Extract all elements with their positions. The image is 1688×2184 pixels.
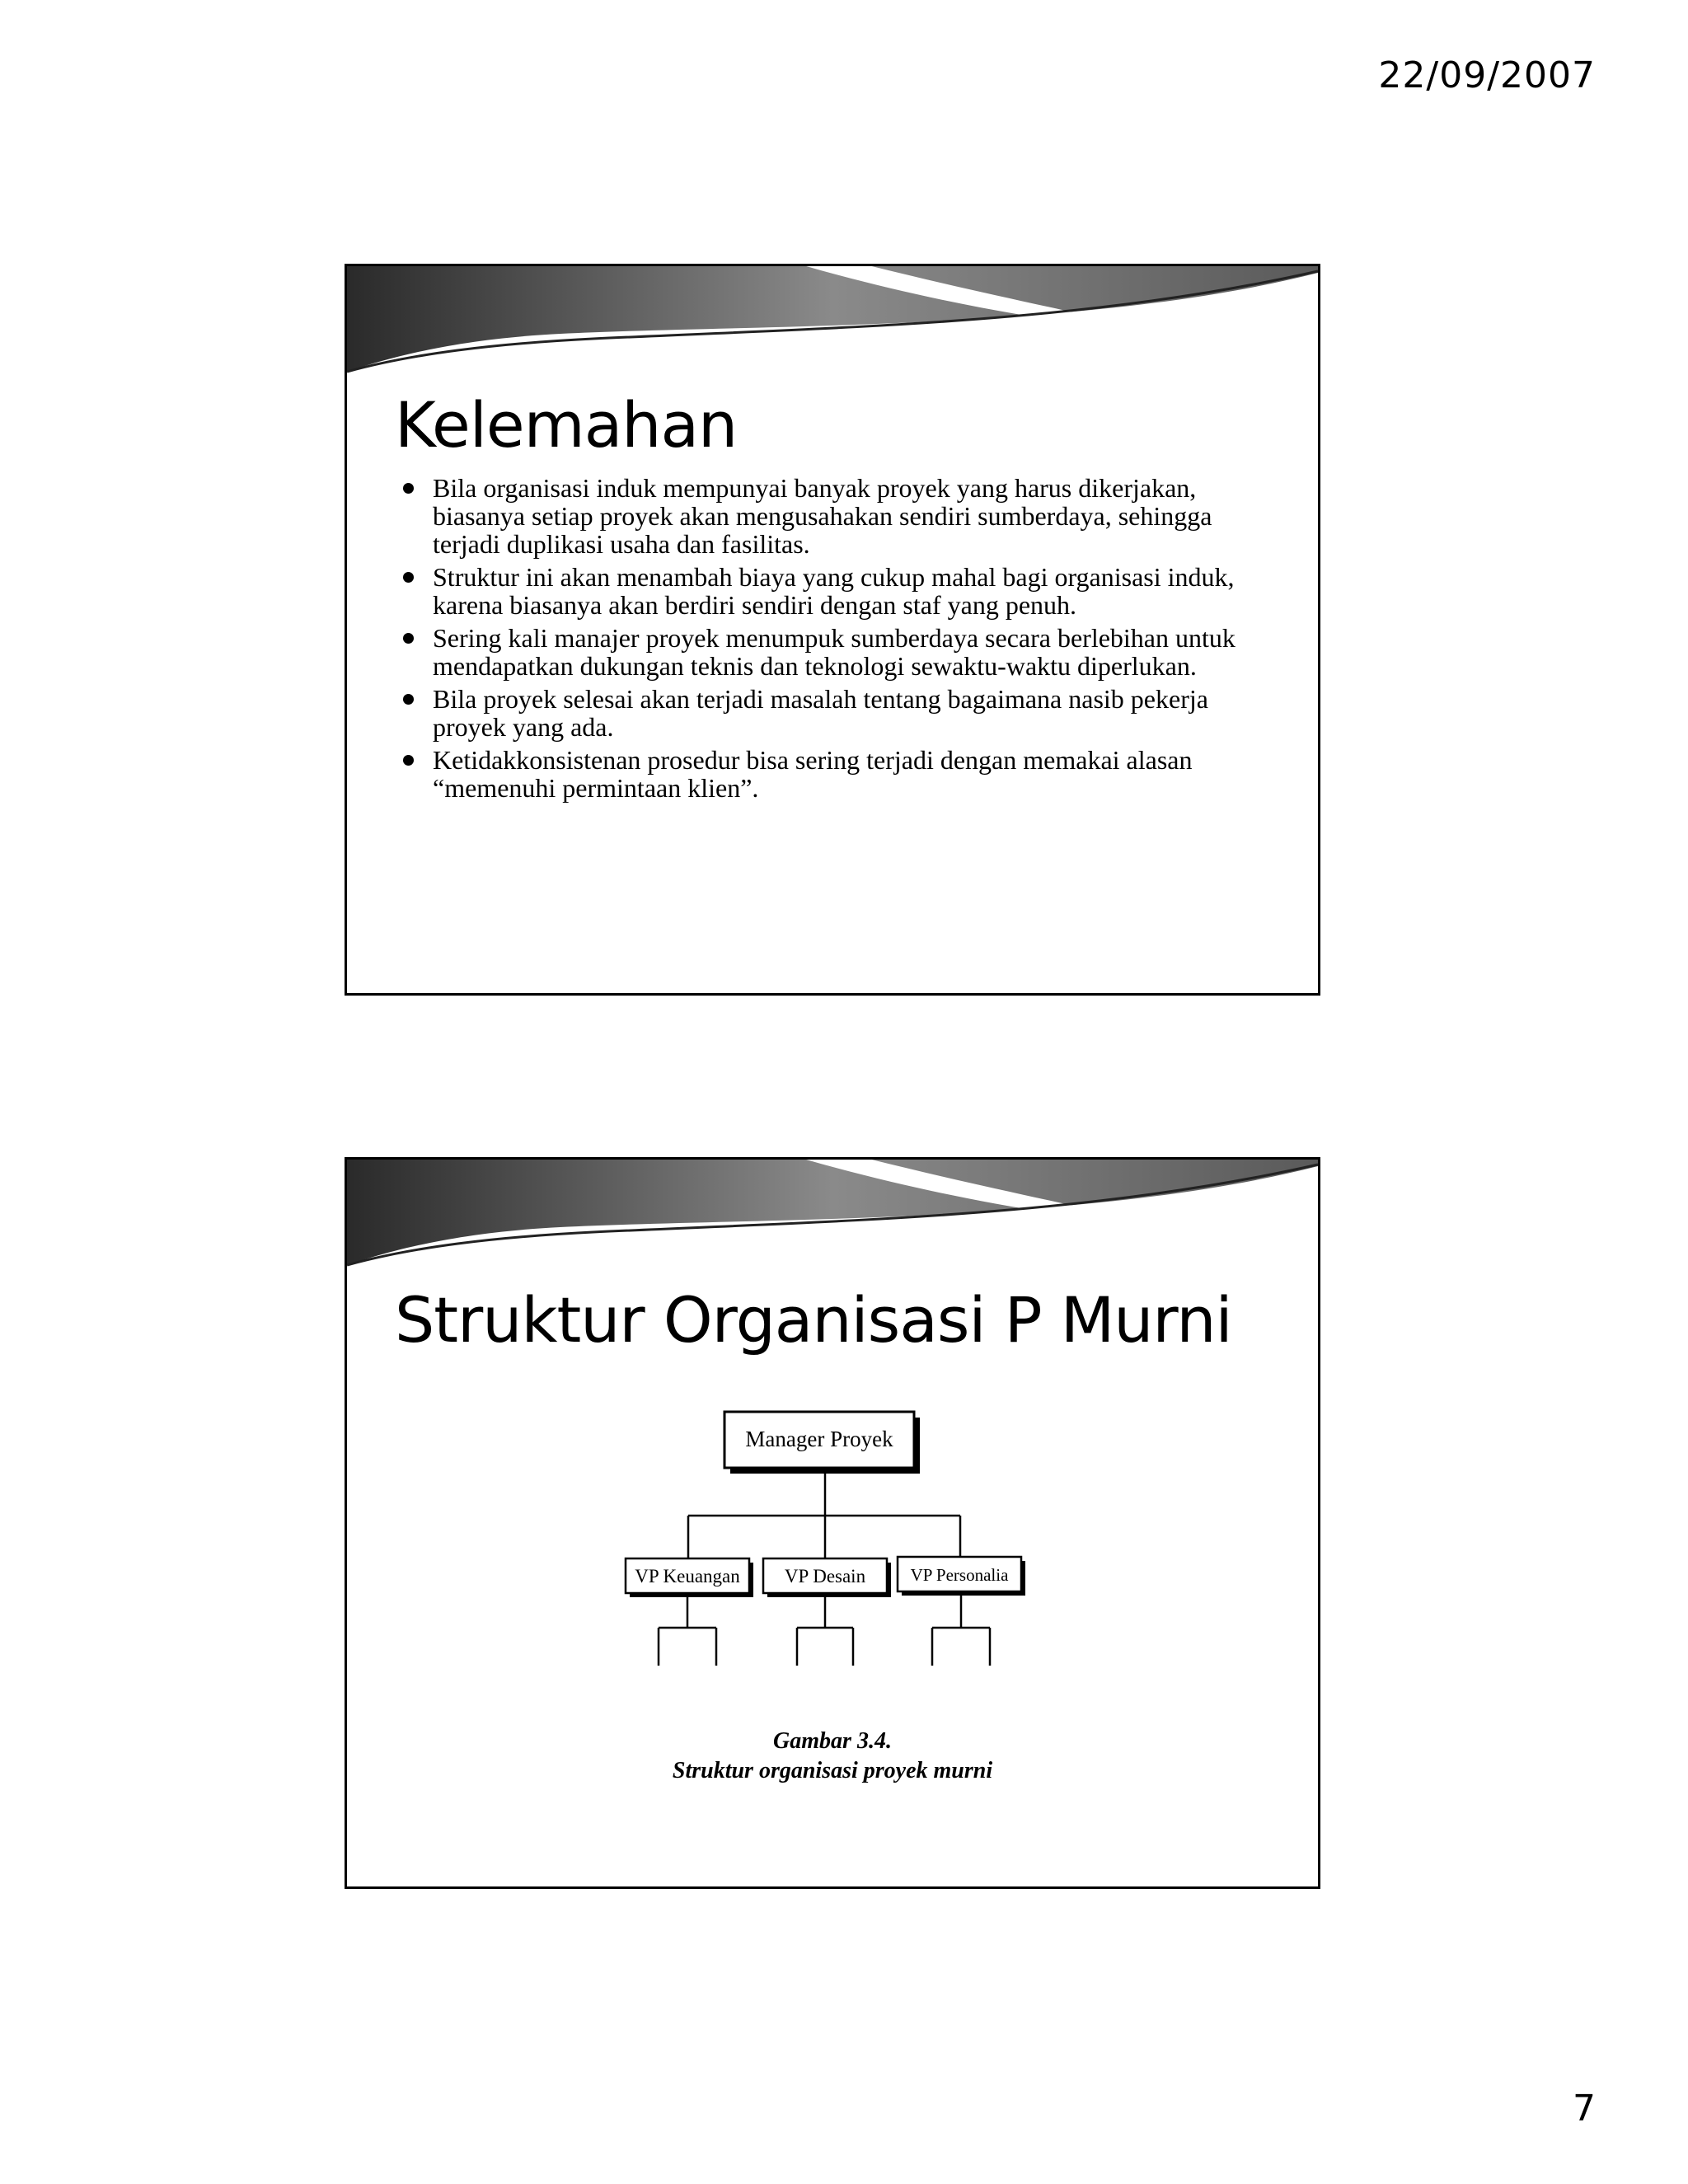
bullet-icon — [403, 694, 414, 705]
org-label-manager: Manager Proyek — [745, 1427, 893, 1451]
figure-caption-text: Struktur organisasi proyek murni — [672, 1758, 993, 1783]
org-label-vp-desain: VP Desain — [784, 1566, 866, 1586]
list-item: Struktur ini akan menambah biaya yang cukup mahal bagi organisasi induk, karena biasanya akan berdiri sendiri dengan staf yang penuh. — [395, 563, 1285, 619]
bullet-list — [395, 474, 1285, 807]
slide-title: Struktur Organisasi P Murni — [395, 1283, 1232, 1357]
org-label-vp-keuangan: VP Keuangan — [635, 1566, 740, 1586]
list-item: Ketidakkonsistenan prosedur bisa sering terjadi dengan memakai alasan “memenuhi permintaan klien”. — [395, 746, 1285, 802]
list-item: Bila proyek selesai akan terjadi masalah tentang bagaimana nasib pekerja proyek yang ada. — [395, 685, 1285, 741]
list-item: Bila organisasi induk mempunyai banyak proyek yang harus dikerjakan, biasanya setiap proyek akan mengusahakan sendiri sumberdaya, sehingga terjadi duplikasi usaha dan fasilitas. — [395, 474, 1285, 558]
page-date: 22/09/2007 — [1378, 54, 1596, 96]
bullet-icon — [403, 483, 414, 494]
org-label-vp-personalia: VP Personalia — [910, 1565, 1009, 1585]
bullet-icon — [403, 572, 414, 583]
slide-banner-swoosh — [347, 266, 1318, 390]
slide-title: Kelemahan — [395, 388, 738, 462]
page-number: 7 — [1573, 2088, 1596, 2130]
slide-kelemahan — [345, 264, 1320, 996]
figure-caption-number: Gambar 3.4. — [773, 1728, 892, 1754]
bullet-icon — [403, 633, 414, 644]
slide-struktur-organisasi — [345, 1157, 1320, 1889]
list-item: Sering kali manajer proyek menumpuk sumberdaya secara berlebihan untuk mendapatkan dukungan teknis dan teknologi sewaktu-waktu diperlukan. — [395, 624, 1285, 680]
bullet-icon — [403, 755, 414, 766]
org-sub-branches — [659, 1591, 990, 1666]
